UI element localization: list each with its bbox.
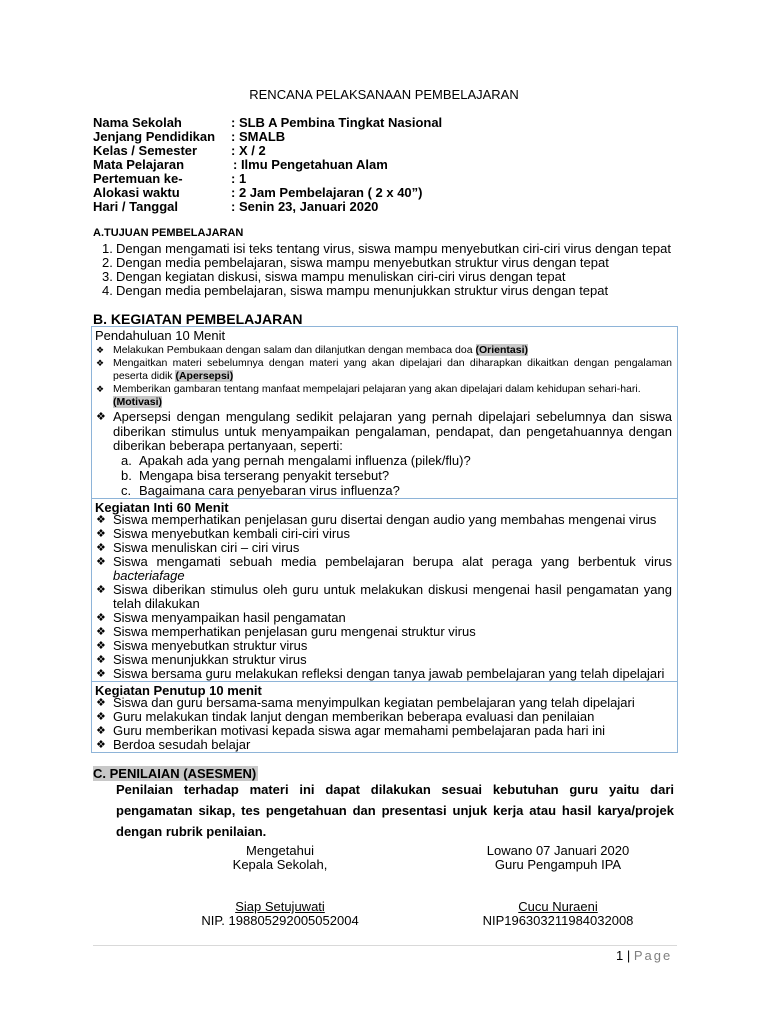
list-item-continuation	[96, 569, 672, 583]
item-text: Memberikan gambaran tentang manfaat mempelajari pelajaran yang akan dipelajari dalam kehidupan sehari-hari.	[113, 383, 641, 395]
bullet-icon: ❖	[96, 612, 106, 624]
bullet-icon: ❖	[96, 697, 106, 709]
question-text: Apakah ada yang pernah mengalami influenza (pilek/flu)?	[139, 453, 471, 468]
section-a-heading: A.TUJUAN PEMBELAJARAN	[93, 227, 244, 239]
identity-label: Mata Pelajaran	[93, 157, 185, 172]
item-tag: (Apersepsi)	[175, 370, 234, 382]
objective-item	[102, 255, 609, 270]
footer-divider	[93, 945, 677, 946]
list-item	[96, 357, 672, 383]
item-text: Siswa menuliskan ciri – ciri virus	[113, 540, 300, 555]
bullet-icon: ❖	[96, 739, 106, 751]
item-text: Siswa menyampaikan hasil pengamatan	[113, 610, 346, 625]
signature-right-line1: Lowano 07 Januari 2020	[486, 843, 630, 858]
signature-left-name	[180, 899, 380, 914]
identity-label: Jenjang Pendidikan	[93, 129, 216, 144]
item-text: Apersepsi dengan mengulang sedikit pelajaran yang pernah dipelajari sebelumnya dan siswa diberikan stimulus untuk menyampaikan pengalaman, pendapat, dan pengetahuannya dengan diberikan beberapa pertanyaan, seperti:	[113, 409, 672, 453]
question-number: c.	[121, 483, 132, 498]
question-number: a.	[121, 453, 132, 468]
page-separator: |	[626, 948, 631, 963]
item-text: Siswa memperhatikan penjelasan guru disertai dengan audio yang membahas mengenai virus	[113, 512, 657, 527]
item-text: Siswa menyebutkan struktur virus	[113, 638, 308, 653]
pendahuluan-heading: Pendahuluan 10 Menit	[95, 328, 226, 343]
item-tag: (Orientasi)	[475, 344, 529, 356]
bullet-icon: ❖	[96, 514, 106, 526]
identity-label: Alokasi waktu	[93, 185, 180, 200]
list-item	[96, 696, 672, 710]
item-text: Siswa menyebutkan kembali ciri-ciri virus	[113, 526, 350, 541]
item-text: Mengaitkan materi sebelumnya dengan materi yang akan dipelajari dan diharapkan dikaitkan dengan pengalaman peserta didik	[113, 357, 672, 382]
bullet-icon: ❖	[96, 668, 106, 680]
bullet-icon: ❖	[96, 384, 105, 394]
objective-text: Dengan media pembelajaran, siswa mampu menyebutkan struktur virus dengan tepat	[116, 255, 609, 270]
bullet-icon: ❖	[96, 711, 106, 723]
item-text: Melakukan Pembukaan dengan salam dan dilanjutkan dengan membaca doa	[113, 344, 476, 356]
identity-label: Hari / Tanggal	[93, 199, 178, 214]
list-item	[96, 710, 672, 724]
objective-text: Dengan media pembelajaran, siswa mampu menunjukkan struktur virus dengan tepat	[116, 283, 609, 298]
question-item	[121, 453, 471, 468]
list-item	[96, 527, 672, 541]
list-item	[96, 344, 672, 357]
item-text: Siswa mengamati sebuah media pembelajaran berupa alat peraga yang berbentuk virus	[113, 554, 672, 569]
question-text: Bagaimana cara penyebaran virus influenza?	[139, 483, 400, 498]
identity-label: Nama Sekolah	[93, 115, 182, 130]
item-tag: (Motivasi)	[113, 396, 163, 408]
signature-left-line1: Mengetahui	[246, 843, 314, 858]
objective-item	[102, 283, 608, 298]
bullet-icon: ❖	[96, 411, 106, 423]
list-item	[96, 410, 672, 454]
bullet-icon: ❖	[96, 654, 106, 666]
list-item	[96, 541, 672, 555]
identity-label: Kelas / Semester	[93, 143, 198, 158]
objective-number: 4.	[102, 283, 113, 298]
signature-right-nip: NIP196303211984032008	[482, 913, 634, 928]
list-item	[96, 724, 672, 738]
bullet-icon: ❖	[96, 358, 105, 368]
page-number-value: 1	[616, 948, 624, 963]
bullet-icon: ❖	[96, 725, 106, 737]
document-title: RENCANA PELAKSANAAN PEMBELAJARAN	[249, 87, 519, 102]
italic-term: bacteriafage	[113, 568, 185, 583]
section-c-heading: C. PENILAIAN (ASESMEN)	[93, 766, 257, 781]
inti-heading: Kegiatan Inti 60 Menit	[95, 500, 229, 515]
bullet-icon: ❖	[96, 584, 106, 596]
headmaster-name: Siap Setujuwati	[235, 899, 325, 914]
objective-item	[102, 241, 671, 256]
identity-value: : SLB A Pembina Tingkat Nasional	[231, 115, 443, 130]
signature-right-line2: Guru Pengampuh IPA	[494, 857, 622, 872]
signature-right-name	[458, 899, 658, 914]
bullet-icon: ❖	[96, 542, 106, 554]
bullet-icon: ❖	[96, 345, 105, 355]
bullet-icon: ❖	[96, 640, 106, 652]
objective-number: 3.	[102, 269, 113, 284]
list-item	[96, 383, 656, 409]
signature-left-line2: Kepala Sekolah,	[232, 857, 328, 872]
bullet-icon: ❖	[96, 626, 106, 638]
list-item	[96, 555, 672, 569]
identity-value: : 2 Jam Pembelajaran ( 2 x 40”)	[231, 185, 423, 200]
identity-label: Pertemuan ke-	[93, 171, 183, 186]
objective-text: Dengan kegiatan diskusi, siswa mampu menuliskan ciri-ciri virus dengan tepat	[116, 269, 566, 284]
objective-item	[102, 269, 565, 284]
page-number	[616, 948, 672, 963]
assessment-text: Penilaian terhadap materi ini dapat dilakukan sesuai kebutuhan guru yaitu dari pengamatan sikap, tes pengetahuan dan presentasi unjuk kerja atau hasil karya/projek dengan rubrik penilaian.	[116, 782, 674, 839]
penutup-heading: Kegiatan Penutup 10 menit	[95, 683, 262, 698]
item-text: Siswa dan guru bersama-sama menyimpulkan kegiatan pembelajaran yang telah dipelajari	[113, 695, 635, 710]
identity-value: : 1	[231, 171, 247, 186]
list-item	[96, 653, 672, 667]
identity-value: : Ilmu Pengetahuan Alam	[233, 157, 388, 172]
page-label: Page	[633, 948, 673, 963]
item-text: Siswa diberikan stimulus oleh guru untuk melakukan diskusi mengenai hasil pengamatan yang telah dilakukan	[113, 582, 672, 611]
question-item	[121, 483, 400, 498]
identity-value: : Senin 23, Januari 2020	[231, 199, 379, 214]
list-item	[96, 667, 672, 681]
item-text: Berdoa sesudah belajar	[113, 737, 251, 752]
objective-number: 1.	[102, 241, 113, 256]
item-text: Guru melakukan tindak lanjut dengan memberikan beberapa evaluasi dan penilaian	[113, 709, 595, 724]
bullet-icon: ❖	[96, 556, 106, 568]
bullet-icon: ❖	[96, 528, 106, 540]
signature-left-nip: NIP. 198805292005052004	[201, 913, 359, 928]
objective-text: Dengan mengamati isi teks tentang virus, siswa mampu menyebutkan ciri-ciri virus dengan tepat	[116, 241, 671, 256]
objective-number: 2.	[102, 255, 113, 270]
list-item	[96, 738, 672, 752]
question-number: b.	[121, 468, 132, 483]
list-item	[96, 583, 672, 611]
question-item	[121, 468, 389, 483]
item-text: Siswa memperhatikan penjelasan guru mengenai struktur virus	[113, 624, 476, 639]
list-item	[96, 639, 672, 653]
item-text: Siswa menunjukkan struktur virus	[113, 652, 307, 667]
list-item	[96, 513, 672, 527]
item-text: Guru memberikan motivasi kepada siswa agar memahami pembelajaran pada hari ini	[113, 723, 606, 738]
identity-value: : X / 2	[231, 143, 266, 158]
identity-value: : SMALB	[231, 129, 286, 144]
item-text: Siswa bersama guru melakukan refleksi dengan tanya jawab pembelajaran yang telah dipelajari	[113, 666, 665, 681]
list-item	[96, 611, 672, 625]
question-text: Mengapa bisa terserang penyakit tersebut?	[139, 468, 390, 483]
teacher-name: Cucu Nuraeni	[518, 899, 598, 914]
section-b-heading: B. KEGIATAN PEMBELAJARAN	[93, 311, 303, 327]
list-item	[96, 625, 672, 639]
